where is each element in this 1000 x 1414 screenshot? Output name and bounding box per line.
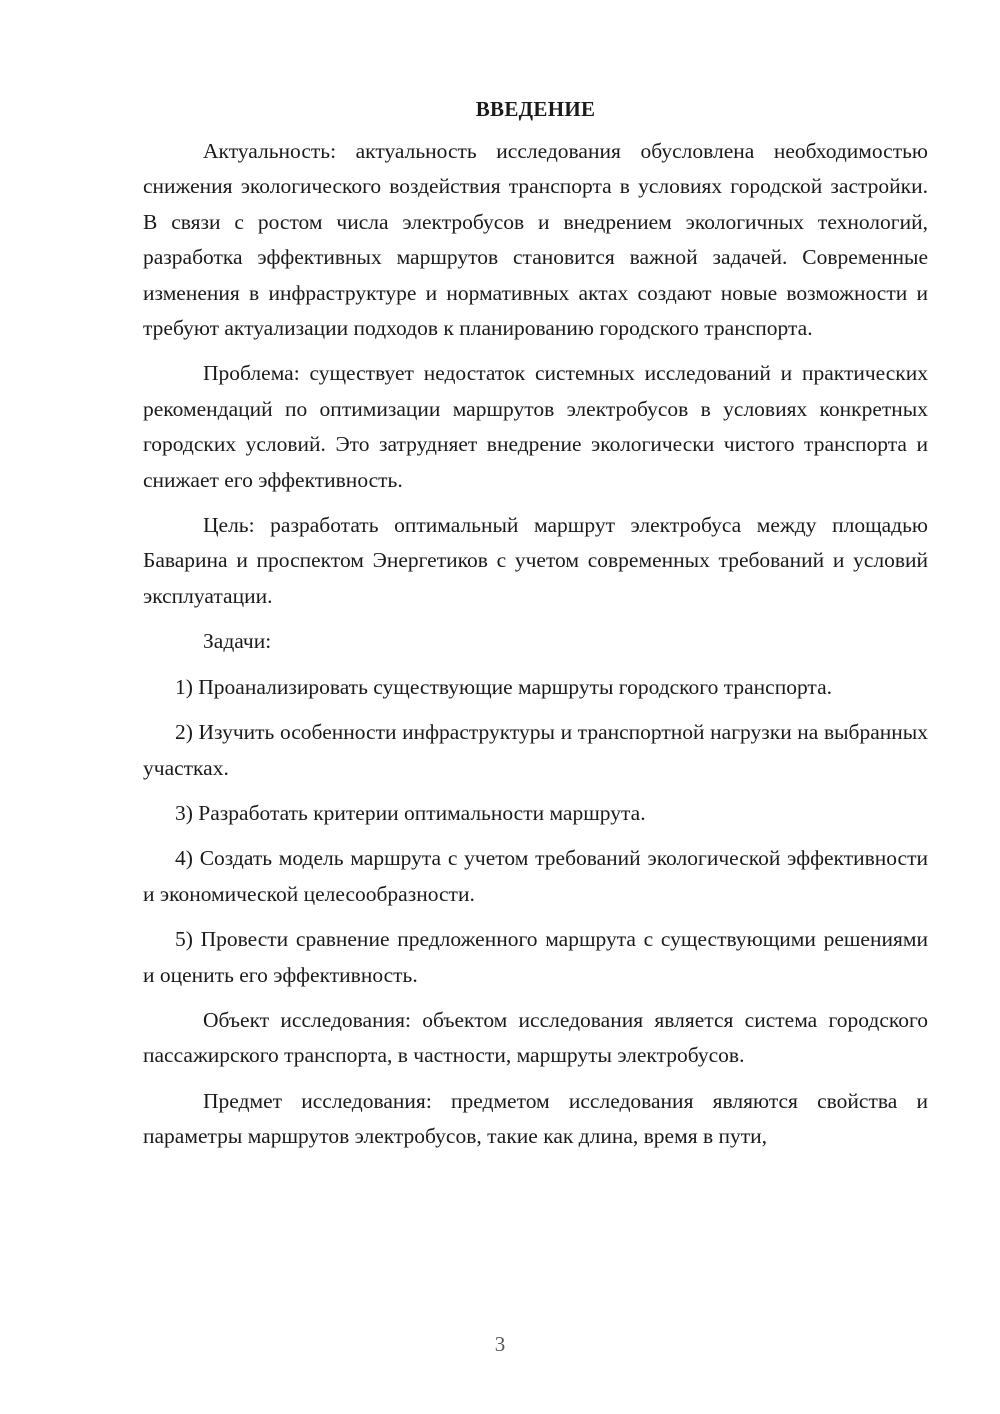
subject-paragraph: Предмет исследования: предметом исследования являются свойства и параметры маршрутов электробусов, такие как длина, время в пути, bbox=[143, 1088, 928, 1149]
relevance-paragraph: Актуальность: актуальность исследования обусловлена необходимостью снижения экологического воздействия транспорта в условиях городской застройки. В связи с ростом числа электробусов и внедрением экологичных технологий, разработка эффективных маршрутов становится важной задачей. Современные изменения в инфраструктуре и нормативных актах создают новые возможности и требуют актуализации подходов к планированию городского транспорта. bbox=[143, 139, 928, 341]
task-item-5: 5) Провести сравнение предложенного маршрута с существующими решениями и оценить его эффективность. bbox=[143, 927, 928, 987]
goal-paragraph: Цель: разработать оптимальный маршрут электробуса между площадью Баварина и проспектом Энергетиков с учетом современных требований и условий эксплуатации. bbox=[143, 513, 928, 608]
task-item-3: 3) Разработать критерии оптимальности маршрута. bbox=[175, 800, 646, 825]
problem-paragraph: Проблема: существует недостаток системных исследований и практических рекомендаций по оптимизации маршрутов электробусов в условиях конкретных городских условий. Это затрудняет внедрение экологически чистого транспорта и снижает его эффективность. bbox=[143, 361, 928, 492]
task-item-1: 1) Проанализировать существующие маршруты городского транспорта. bbox=[175, 674, 832, 699]
section-title: ВВЕДЕНИЕ bbox=[475, 97, 596, 121]
tasks-label: Задачи: bbox=[203, 629, 272, 654]
object-paragraph: Объект исследования: объектом исследования является система городского пассажирского транспорта, в частности, маршруты электробусов. bbox=[143, 1007, 928, 1068]
task-item-4: 4) Создать модель маршрута с учетом требований экологической эффективности и экономической целесообразности. bbox=[143, 846, 928, 906]
page-number: 3 bbox=[494, 1332, 506, 1356]
task-item-2: 2) Изучить особенности инфраструктуры и транспортной нагрузки на выбранных участках. bbox=[143, 720, 928, 780]
document-page bbox=[143, 94, 928, 1165]
